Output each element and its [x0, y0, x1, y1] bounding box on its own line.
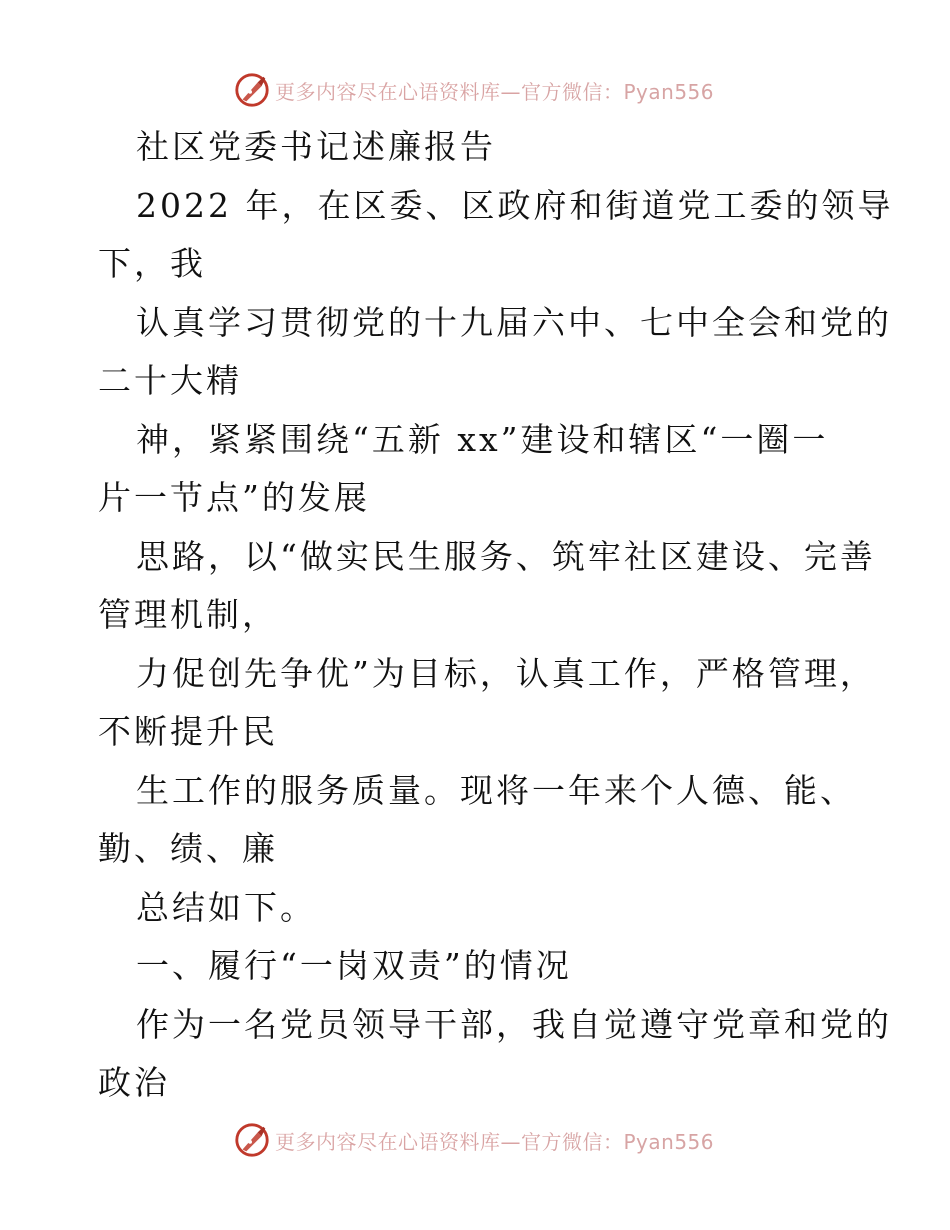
paragraph-line: 二十大精: [98, 361, 242, 400]
banner-site-name: 更多内容尽在心语资料库: [275, 79, 501, 104]
paragraph-line: 思路，以“做实民生服务、筑牢社区建设、完善: [136, 536, 876, 576]
pen-nib-logo-icon: [233, 1121, 271, 1159]
paragraph-line: 下，我: [98, 244, 206, 283]
banner-wechat: 官方微信：Pyan556: [521, 79, 715, 104]
paragraph-line: 生工作的服务质量。现将一年来个人德、能、: [136, 770, 856, 810]
paragraph-line: 作为一名党员领导干部，我自觉遵守党章和党的: [136, 1004, 892, 1044]
pen-nib-logo-icon: [233, 71, 271, 109]
section-heading: 一、履行“一岗双责”的情况: [136, 946, 572, 985]
header-banner: [233, 70, 714, 110]
paragraph-line: 总结如下。: [136, 887, 316, 927]
paragraph-line: 认真学习贯彻党的十九届六中、七中全会和党的: [136, 302, 892, 342]
paragraph-line: 2022 年，在区委、区政府和街道党工委的领导: [136, 185, 894, 225]
banner-wechat: 官方微信：Pyan556: [521, 1129, 715, 1154]
banner-dash: —: [500, 1129, 521, 1154]
paragraph-line: 不断提升民: [98, 712, 278, 751]
paragraph-line: 神，紧紧围绕“五新 xx”建设和辖区“一圈一: [136, 419, 829, 459]
banner-site-text: [275, 1126, 714, 1155]
paragraph-line: 政治: [98, 1063, 170, 1102]
paragraph-line: 片一节点”的发展: [98, 478, 370, 517]
paragraph-line: 力促创先争优”为目标，认真工作，严格管理，: [136, 653, 876, 693]
banner-site-name: 更多内容尽在心语资料库: [275, 1129, 501, 1154]
document-title: 社区党委书记述廉报告: [136, 127, 496, 166]
banner-site-text: [275, 76, 714, 105]
footer-banner: [233, 1120, 714, 1160]
paragraph-line: 管理机制，: [98, 595, 278, 634]
paragraph-line: 勤、绩、廉: [98, 829, 278, 868]
document-body: [98, 118, 894, 1113]
banner-dash: —: [500, 79, 521, 104]
